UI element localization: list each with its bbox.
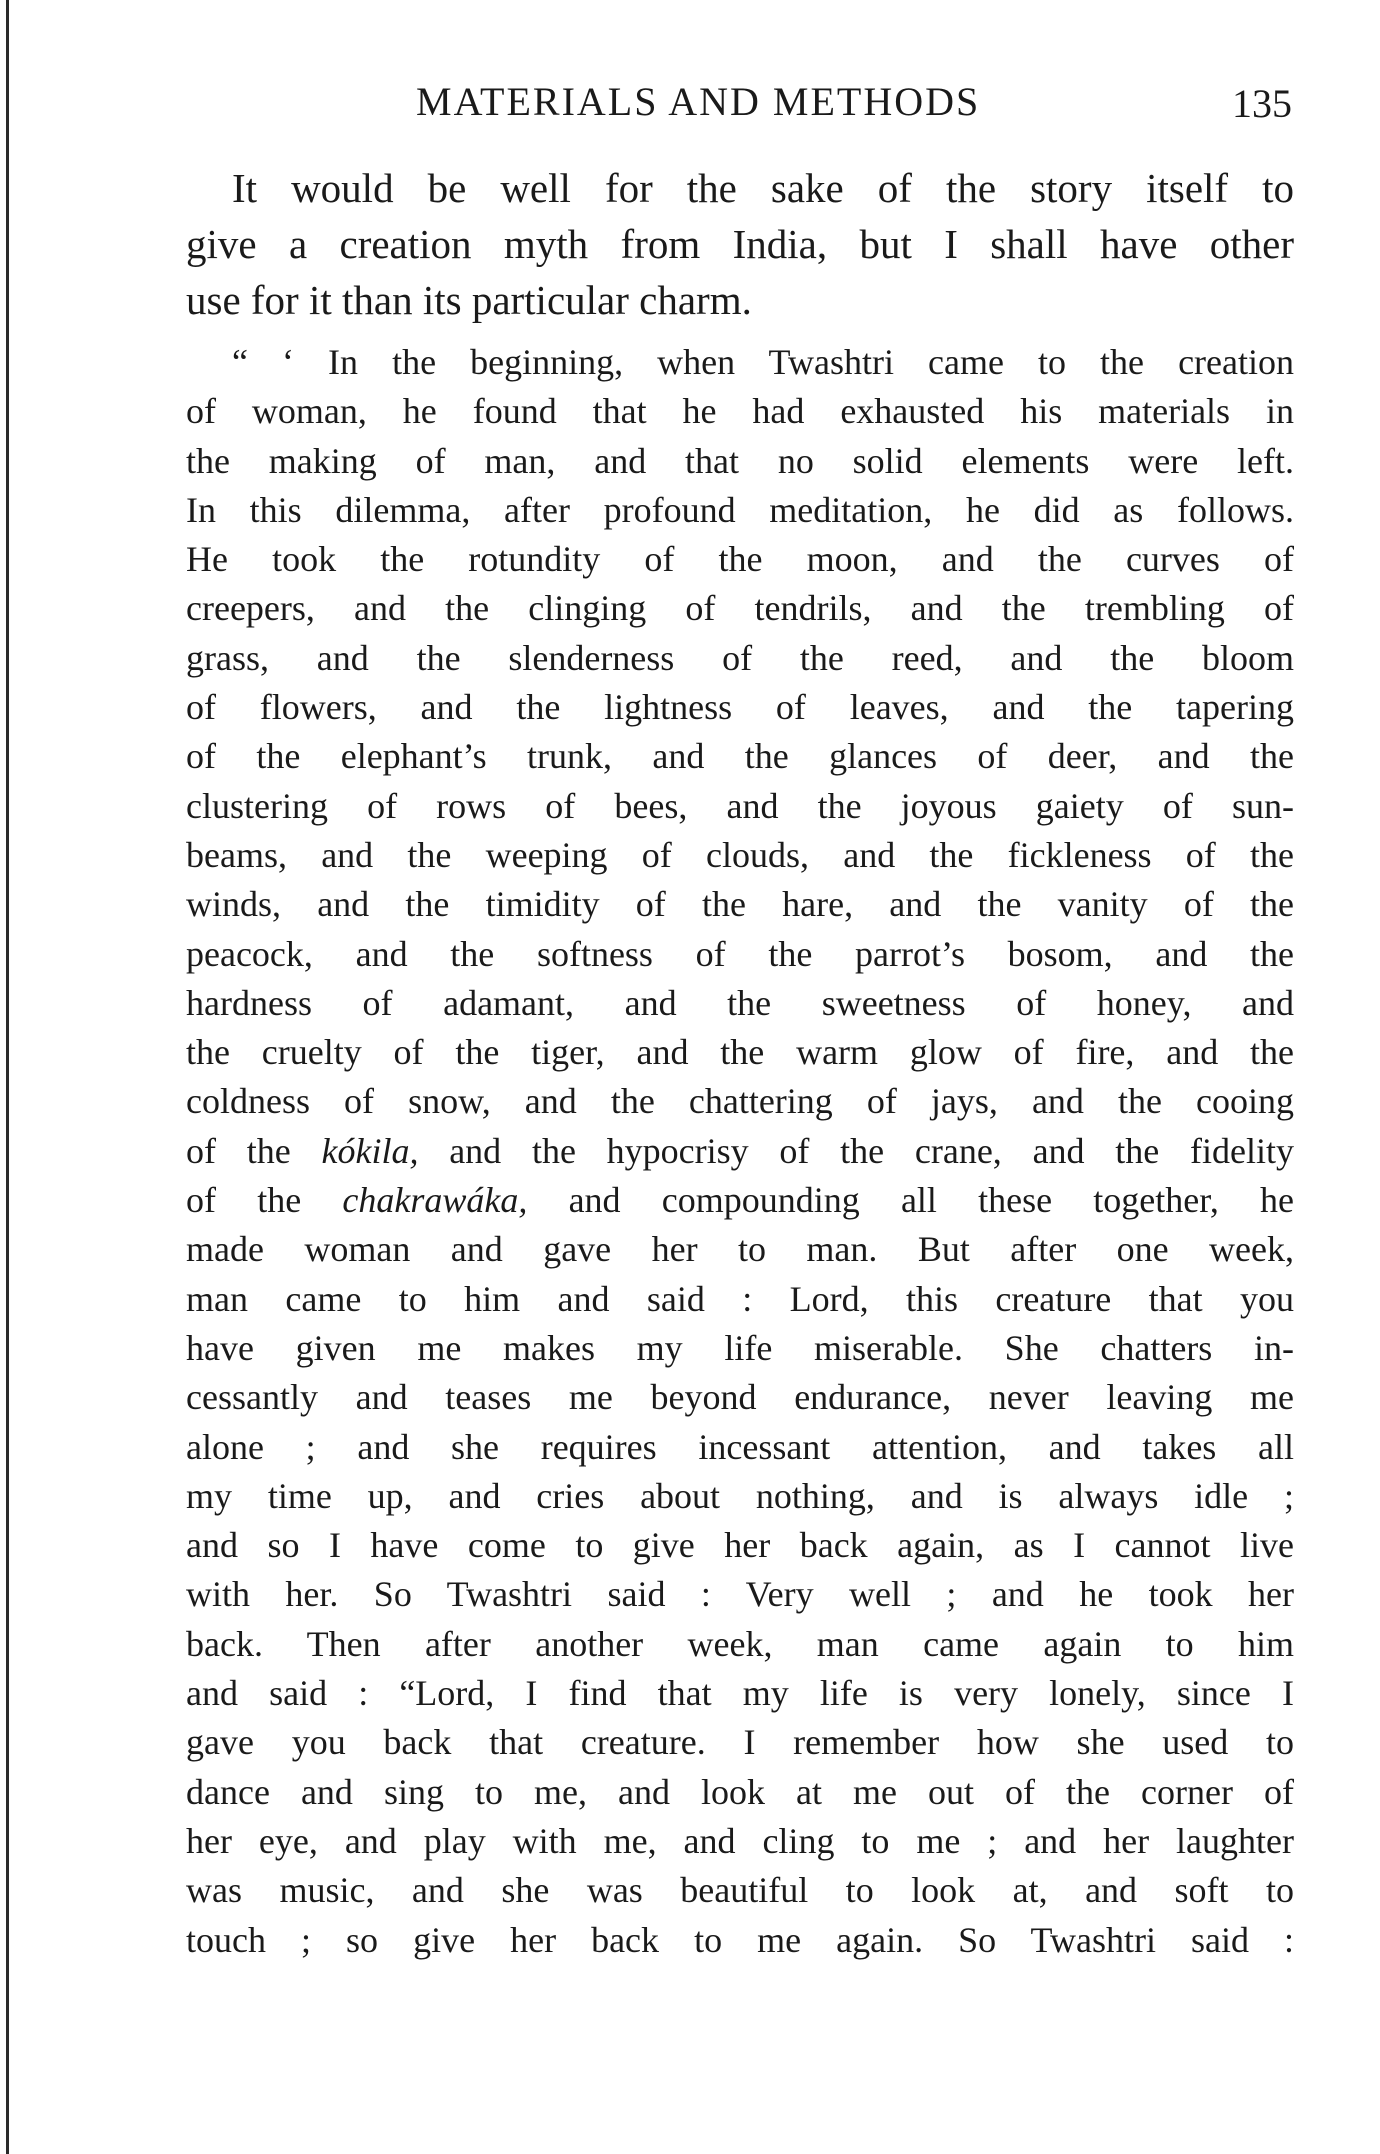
text-fragment: and compounding all these together, he xyxy=(527,1180,1294,1221)
text-line: of the elephant’s trunk, and the glances of deer, and the xyxy=(186,736,1294,777)
text-fragment: and the hypocrisy of the crane, and the fidelity xyxy=(418,1130,1295,1171)
text-line-chakrawaka xyxy=(186,1176,1294,1225)
text-line: It would be well for the sake of the story itself to xyxy=(232,165,1294,211)
quoted-creation-myth xyxy=(186,338,1294,1965)
text-line: made woman and gave her to man. But after one week, xyxy=(186,1229,1294,1270)
text-line: cessantly and teases me beyond endurance, never leaving me xyxy=(186,1377,1294,1418)
text-line: dance and sing to me, and look at me out of the corner of xyxy=(186,1771,1294,1812)
text-line: and said : “Lord, I find that my life is very lonely, since I xyxy=(186,1673,1294,1714)
text-line: back. Then after another week, man came again to him xyxy=(186,1623,1294,1664)
running-head: MATERIALS AND METHODS xyxy=(416,79,981,124)
text-line: with her. So Twashtri said : Very well ; and he took her xyxy=(186,1574,1294,1615)
page-binding-edge xyxy=(6,0,9,2154)
text-line: was music, and she was beautiful to look at, and soft to xyxy=(186,1870,1294,1911)
italic-term-kokila: kókila, xyxy=(321,1130,419,1171)
text-line: have given me makes my life miserable. She chatters in- xyxy=(186,1327,1294,1368)
text-line: creepers, and the clinging of tendrils, and the trembling of xyxy=(186,588,1294,629)
page-number: 135 xyxy=(1232,81,1292,126)
text-line: and so I have come to give her back again, as I cannot live xyxy=(186,1525,1294,1566)
text-line: her eye, and play with me, and cling to me ; and her laughter xyxy=(186,1820,1294,1861)
text-line: gave you back that creature. I remember how she used to xyxy=(186,1722,1294,1763)
text-line: man came to him and said : Lord, this creature that you xyxy=(186,1278,1294,1319)
text-line: of flowers, and the lightness of leaves, and the tapering xyxy=(186,687,1294,728)
text-line: “ ‘ In the beginning, when Twashtri came to the creation xyxy=(232,342,1294,382)
text-line: the making of man, and that no solid elements were left. xyxy=(186,440,1294,481)
text-line: grass, and the slenderness of the reed, and the bloom xyxy=(186,637,1294,678)
text-line: peacock, and the softness of the parrot’s bosom, and the xyxy=(186,933,1294,974)
text-line: winds, and the timidity of the hare, and the vanity of the xyxy=(186,884,1294,925)
italic-term-chakrawaka: chakrawáka, xyxy=(342,1180,528,1221)
page-header xyxy=(186,78,1294,138)
text-line: use for it than its particular charm. xyxy=(186,277,752,323)
text-line: alone ; and she requires incessant attention, and takes all xyxy=(186,1426,1294,1467)
text-line: of woman, he found that he had exhausted his materials in xyxy=(186,391,1294,432)
text-line: my time up, and cries about nothing, and is always idle ; xyxy=(186,1475,1294,1516)
intro-paragraph xyxy=(186,160,1294,328)
text-line: give a creation myth from India, but I shall have other xyxy=(186,221,1294,267)
text-line: hardness of adamant, and the sweetness of honey, and xyxy=(186,982,1294,1023)
text-fragment: of the xyxy=(186,1130,322,1171)
text-line: coldness of snow, and the chattering of jays, and the cooing xyxy=(186,1081,1294,1122)
text-line: In this dilemma, after profound meditation, he did as follows. xyxy=(186,489,1294,530)
text-fragment: of the xyxy=(186,1180,343,1221)
text-line: clustering of rows of bees, and the joyous gaiety of sun- xyxy=(186,785,1294,826)
text-line: He took the rotundity of the moon, and the curves of xyxy=(186,539,1294,580)
text-line: the cruelty of the tiger, and the warm glow of fire, and the xyxy=(186,1032,1294,1073)
text-line: beams, and the weeping of clouds, and the fickleness of the xyxy=(186,834,1294,875)
text-line-kokila xyxy=(186,1127,1294,1176)
text-line: touch ; so give her back to me again. So Twashtri said : xyxy=(186,1919,1294,1960)
